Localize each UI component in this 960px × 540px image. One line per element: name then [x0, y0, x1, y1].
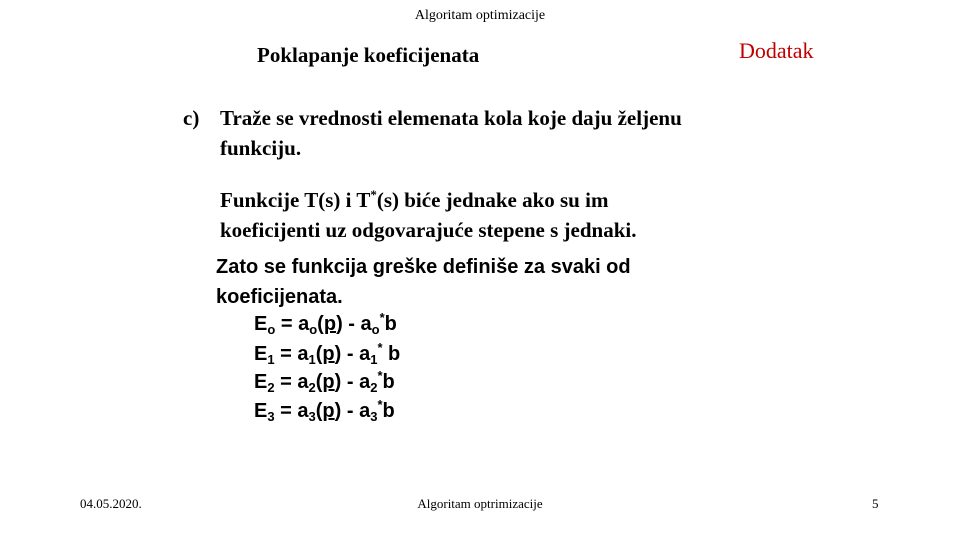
eq-p-vector: p — [322, 371, 335, 393]
text-segment: Funkcije T(s) i T — [220, 188, 371, 212]
bullet-item-c — [183, 103, 682, 163]
eq-equals-a: = a — [274, 343, 309, 365]
paragraph-functions-line-2: koeficijenti uz odgovarajuće stepene s jednaki. — [220, 218, 637, 242]
eq-minus-a: - a — [342, 313, 372, 335]
eq-p-vector: p — [322, 400, 335, 422]
paragraph-functions-line-1 — [220, 180, 636, 215]
header-title: Algoritam optimizacije — [414, 8, 546, 23]
eq-paren: ) — [336, 313, 343, 335]
equation-e1 — [254, 340, 400, 367]
slide-number: 5 — [872, 496, 879, 511]
eq-p-vector: p — [322, 343, 335, 365]
eq-paren: ( — [315, 343, 323, 365]
eq-tail: b — [382, 371, 395, 393]
eq-rhs-sub: 1 — [370, 352, 378, 367]
eq-a-sub: 2 — [308, 380, 316, 395]
eq-star: * — [377, 368, 383, 383]
bullet-line-1: Traže se vrednosti elemenata kola koje daju željenu — [220, 106, 682, 130]
footer-date: 04.05.2020. — [80, 496, 142, 511]
eq-rhs-sub: 3 — [370, 409, 378, 424]
eq-equals-a: = a — [274, 371, 309, 393]
eq-a-sub: 1 — [308, 352, 316, 367]
eq-lhs: E — [254, 313, 268, 335]
bullet-line-2: funkciju. — [220, 136, 302, 160]
bullet-marker: c) — [183, 106, 200, 130]
eq-paren: ( — [315, 400, 323, 422]
paragraph-error-line-2: koeficijenata. — [216, 286, 343, 308]
paragraph-error-line-1: Zato se funkcija greške definiše za svaki od — [216, 256, 631, 278]
eq-lhs: E — [254, 400, 268, 422]
eq-a-sub: 3 — [308, 409, 316, 424]
eq-equals-a: = a — [274, 400, 309, 422]
eq-lhs-sub: 1 — [267, 352, 275, 367]
eq-a-sub: o — [309, 322, 318, 337]
eq-paren: ( — [317, 313, 324, 335]
eq-lhs-sub: 2 — [267, 380, 275, 395]
eq-lhs: E — [254, 343, 268, 365]
slide-title: Poklapanje koeficijenata — [257, 43, 480, 67]
text-segment: (s) biće jednake ako su im — [376, 188, 609, 212]
paragraph-error-function — [216, 252, 631, 312]
footer-title: Algoritam optrimizacije — [417, 496, 543, 511]
paragraph-functions — [220, 180, 636, 245]
eq-rhs-sub: 2 — [370, 380, 378, 395]
eq-lhs-sub: o — [267, 322, 276, 337]
eq-minus-a: - a — [341, 371, 371, 393]
eq-p-vector: p — [323, 313, 337, 335]
equation-e0 — [254, 310, 397, 337]
eq-star: * — [379, 310, 385, 325]
eq-lhs: E — [254, 371, 268, 393]
eq-equals-a: = a — [275, 313, 310, 335]
eq-star: * — [377, 340, 383, 355]
eq-tail: b — [382, 343, 401, 365]
eq-star: * — [377, 397, 383, 412]
eq-paren: ) — [334, 400, 342, 422]
eq-tail: b — [384, 313, 397, 335]
eq-minus-a: - a — [341, 400, 371, 422]
eq-paren: ) — [334, 371, 342, 393]
equation-e3 — [254, 397, 395, 424]
eq-lhs-sub: 3 — [267, 409, 275, 424]
eq-paren: ( — [315, 371, 323, 393]
eq-minus-a: - a — [341, 343, 371, 365]
appendix-badge: Dodatak — [739, 38, 814, 63]
eq-paren: ) — [334, 343, 342, 365]
equation-e2 — [254, 368, 395, 395]
eq-rhs-sub: o — [371, 322, 380, 337]
eq-tail: b — [382, 400, 395, 422]
superscript-star: * — [370, 187, 377, 202]
